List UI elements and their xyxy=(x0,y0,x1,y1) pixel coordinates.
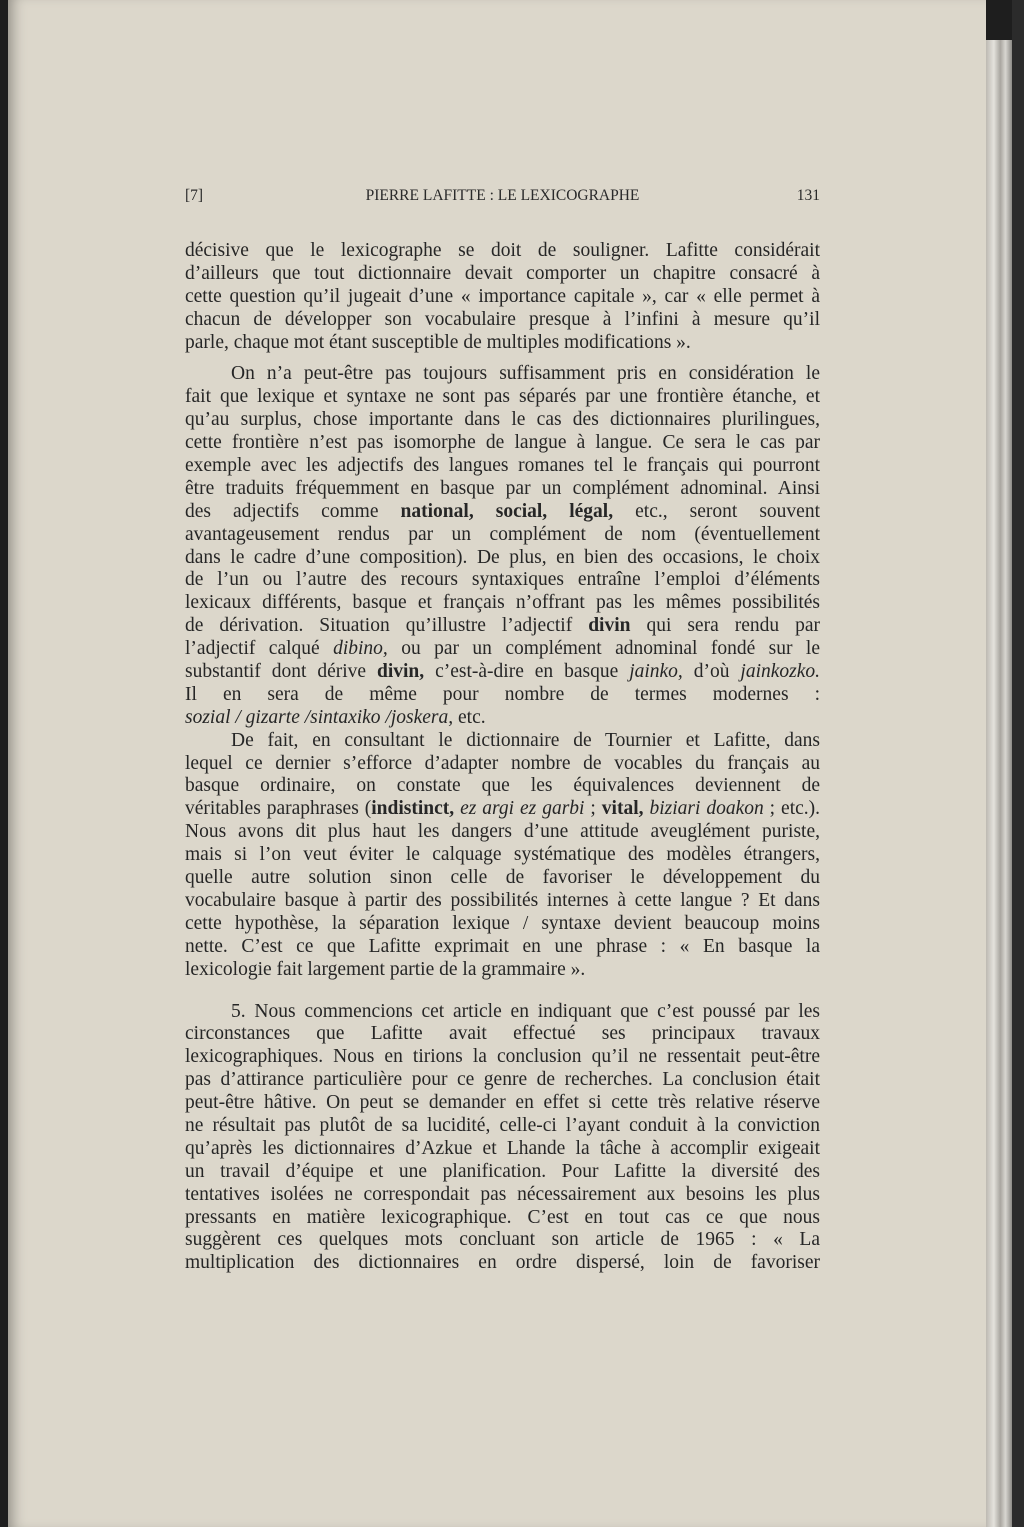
section-number: [7] xyxy=(185,187,204,204)
text-run: exemple avec les adjectifs des langues romanes tel le français qui pourront xyxy=(185,455,820,477)
text-line xyxy=(185,263,820,286)
text-run: parle, chaque mot étant susceptible de multiples modifications ». xyxy=(185,331,691,353)
text-line xyxy=(185,753,820,776)
text-run: avantageusement rendus par un complément de nom (éventuellement xyxy=(185,523,820,545)
text-run: ou par un complément adnominal fondé sur le xyxy=(387,638,820,660)
text-line xyxy=(185,569,820,592)
text-line xyxy=(185,286,820,309)
text-run: basque ordinaire, on constate que les équivalences deviennent de xyxy=(185,775,820,797)
italic-term: dibino, xyxy=(333,638,388,660)
text-run: lexicographiques. Nous en tirions la conclusion qu’il ne ressentait peut-être xyxy=(185,1046,820,1068)
text-line xyxy=(185,1069,820,1092)
text-line xyxy=(185,615,820,638)
text-line xyxy=(185,844,820,867)
text-run: d’où xyxy=(682,661,741,683)
text-line xyxy=(185,913,820,936)
text-line xyxy=(185,1023,820,1046)
page-number: 131 xyxy=(796,187,820,204)
text-run: qu’au surplus, chose importante dans le cas des dictionnaires plurilingues, xyxy=(185,409,820,431)
italic-term: jainko, xyxy=(629,661,683,683)
text-line xyxy=(185,309,820,332)
text-line xyxy=(185,684,820,707)
text-run: c’est-à-dire en basque xyxy=(424,661,630,683)
text-run: circonstances que Lafitte avait effectué ses principaux travaux xyxy=(185,1023,820,1045)
text-line xyxy=(185,478,820,501)
text-line xyxy=(185,524,820,547)
text-run: etc. xyxy=(453,706,486,728)
paragraph xyxy=(185,240,820,354)
bold-term: indistinct, xyxy=(371,798,455,820)
italic-term: jainkozko. xyxy=(740,661,821,683)
scan-border xyxy=(1012,0,1024,1527)
text-run: qu’après les dictionnaires d’Azkue et Lhande la tâche à accomplir exigeait xyxy=(185,1137,820,1159)
text-run: On n’a peut-être pas toujours suffisamment pris en considération le xyxy=(231,363,820,385)
text-line xyxy=(185,240,820,263)
text-run: véritables paraphrases ( xyxy=(185,798,372,820)
text-run: être traduits fréquemment en basque par un complément adnominal. Ainsi xyxy=(185,477,820,499)
text-line xyxy=(185,1046,820,1069)
text-line xyxy=(185,1001,820,1024)
text-line xyxy=(185,432,820,455)
text-run: d’ailleurs que tout dictionnaire devait comporter un chapitre consacré à xyxy=(185,262,820,284)
text-run: un travail d’équipe et une planification. Pour Lafitte la diversité des xyxy=(185,1160,820,1182)
text-run: ; etc.). xyxy=(763,798,821,820)
running-header xyxy=(185,187,820,209)
text-run: fait que lexique et syntaxe ne sont pas séparés par une frontière étanche, et xyxy=(185,386,820,408)
text-run: suggèrent ces quelques mots concluant son article de 1965 : « La xyxy=(185,1229,820,1251)
text-line xyxy=(185,332,820,355)
text-run: pressants en matière lexicographique. C’est en tout cas ce que nous xyxy=(185,1206,820,1228)
page-edges xyxy=(986,40,1012,1527)
text-run: pas d’attirance particulière pour ce genre de recherches. La conclusion était xyxy=(185,1069,820,1091)
text-line xyxy=(185,890,820,913)
text-run: substantif dont dérive xyxy=(185,661,377,683)
text-line xyxy=(185,959,820,982)
text-run: multiplication des dictionnaires en ordre dispersé, loin de favoriser xyxy=(185,1252,820,1274)
text-line xyxy=(185,1229,820,1252)
text-run: qui sera rendu par xyxy=(630,615,820,637)
text-run: peut-être hâtive. On peut se demander en effet si cette très relative réserve xyxy=(185,1092,820,1114)
text-line xyxy=(185,1115,820,1138)
text-line xyxy=(185,1092,820,1115)
bold-term: vital, xyxy=(601,798,644,820)
text-line xyxy=(185,547,820,570)
text-line xyxy=(185,775,820,798)
text-run: dans le cadre d’une composition). De plus, en bien des occasions, le choix xyxy=(185,546,820,568)
text-line xyxy=(185,638,820,661)
paragraph xyxy=(185,363,820,729)
text-run: 5. Nous commencions cet article en indiquant que c’est poussé par les xyxy=(231,1000,820,1022)
text-run: quelle autre solution sinon celle de favoriser le développement du xyxy=(185,867,820,889)
italic-term: sozial / gizarte /sintaxiko /joskera, xyxy=(185,706,454,728)
text-run: De fait, en consultant le dictionnaire de Tournier et Lafitte, dans xyxy=(231,729,820,751)
text-line xyxy=(185,936,820,959)
text-line xyxy=(185,386,820,409)
text-run: tentatives isolées ne correspondait pas nécessairement aux besoins les plus xyxy=(185,1183,820,1205)
text-run: lexicologie fait largement partie de la grammaire ». xyxy=(185,958,586,980)
text-run: des adjectifs comme xyxy=(185,500,401,522)
text-line xyxy=(185,821,820,844)
text-line xyxy=(185,798,820,821)
text-line xyxy=(185,707,820,730)
text-line xyxy=(185,501,820,524)
text-run: lequel ce dernier s’efforce d’adapter nombre de vocables du français au xyxy=(185,752,820,774)
text-run: l’adjectif calqué xyxy=(185,638,334,660)
text-line xyxy=(185,1184,820,1207)
italic-term: ez argi ez garbi xyxy=(460,798,585,820)
text-run: de dérivation. Situation qu’illustre l’adjectif xyxy=(185,615,589,637)
text-run: ; xyxy=(584,798,602,820)
text-line xyxy=(185,409,820,432)
bold-term: divin, xyxy=(377,661,425,683)
text-run: cette hypothèse, la séparation lexique / syntaxe devient beaucoup moins xyxy=(185,912,820,934)
paragraph xyxy=(185,730,820,982)
text-line xyxy=(185,455,820,478)
text-line xyxy=(185,363,820,386)
text-line xyxy=(185,1252,820,1275)
text-line xyxy=(185,867,820,890)
text-run: ne résultait pas plutôt de sa lucidité, celle-ci l’ayant conduit à la conviction xyxy=(185,1114,820,1136)
text-run: Nous avons dit plus haut les dangers d’une attitude aveuglément puriste, xyxy=(185,821,820,843)
text-run: de l’un ou l’autre des recours syntaxiques entraîne l’emploi d’éléments xyxy=(185,569,820,591)
text-run: mais si l’on veut éviter le calquage systématique des modèles étrangers, xyxy=(185,844,820,866)
body-text xyxy=(185,240,820,1275)
text-run: nette. C’est ce que Lafitte exprimait en une phrase : « En basque la xyxy=(185,935,820,957)
text-run: cette question qu’il jugeait d’une « importance capitale », car « elle permet à xyxy=(185,285,820,307)
text-line xyxy=(185,661,820,684)
text-run: décisive que le lexicographe se doit de souligner. Lafitte considérait xyxy=(185,240,820,261)
paragraph xyxy=(185,1001,820,1276)
text-line xyxy=(185,592,820,615)
text-line xyxy=(185,1138,820,1161)
bold-term: divin xyxy=(588,615,631,637)
text-run: vocabulaire basque à partir des possibilités internes à cette langue ? Et dans xyxy=(185,889,820,911)
running-title: PIERRE LAFITTE : LE LEXICOGRAPHE xyxy=(365,187,640,204)
text-line xyxy=(185,730,820,753)
text-run: chacun de développer son vocabulaire presque à l’infini à mesure qu’il xyxy=(185,308,820,330)
text-run: lexicaux différents, basque et français n’offrant pas les mêmes possibilités xyxy=(185,592,820,614)
bold-term: national, social, légal, xyxy=(400,500,614,522)
text-line xyxy=(185,1207,820,1230)
text-run: Il en sera de même pour nombre de termes modernes : xyxy=(185,683,820,705)
text-line xyxy=(185,1161,820,1184)
italic-term: biziari doakon xyxy=(649,798,764,820)
text-run: cette frontière n’est pas isomorphe de langue à langue. Ce sera le cas par xyxy=(185,432,820,454)
text-run: etc., seront souvent xyxy=(613,500,820,522)
